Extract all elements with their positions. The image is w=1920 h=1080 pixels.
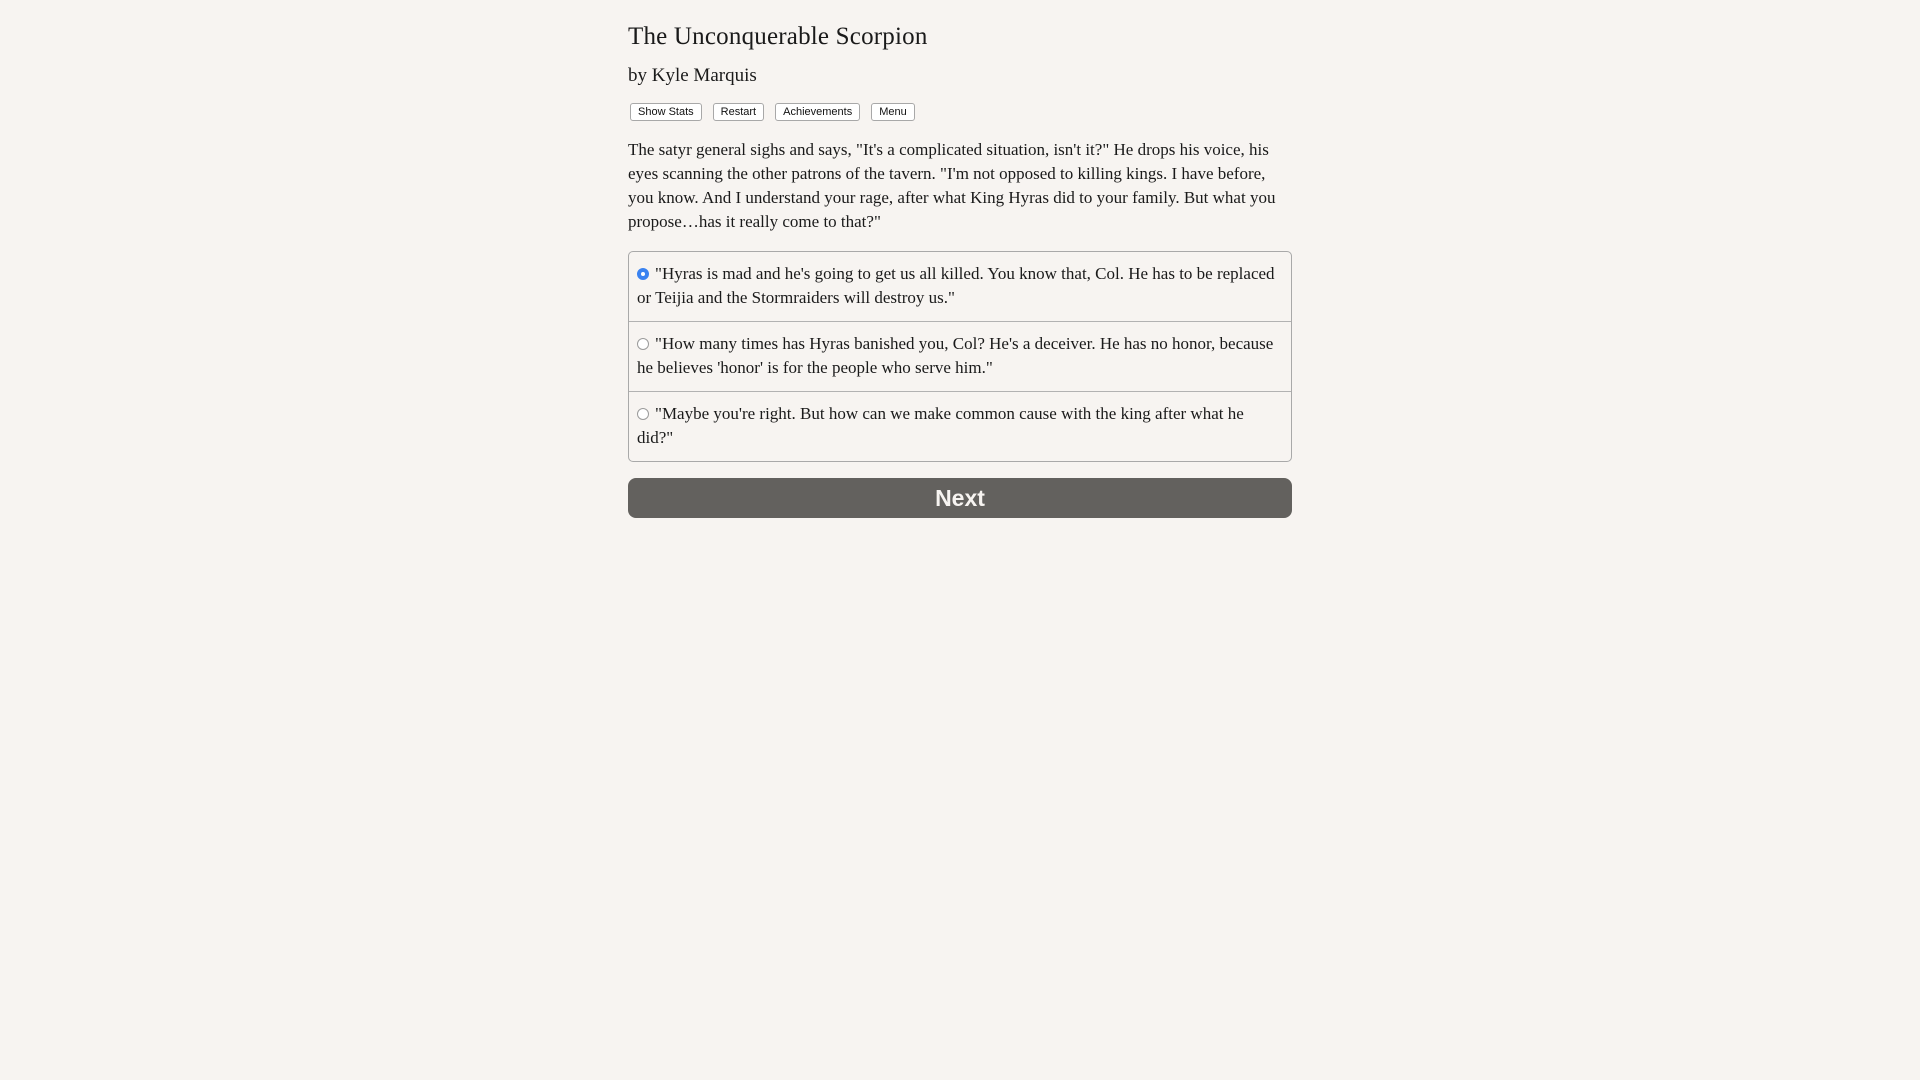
toolbar (630, 103, 1292, 121)
author-byline: by Kyle Marquis (628, 65, 757, 86)
choice-label: "Hyras is mad and he's going to get us all killed. You know that, Col. He has to be replaced or Teijia and the Stormraiders will destroy us." (637, 264, 1275, 307)
choice-option[interactable] (629, 321, 1291, 391)
show-stats-button[interactable]: Show Stats (630, 103, 702, 121)
game-container (628, 0, 1292, 518)
choice-label: "Maybe you're right. But how can we make common cause with the king after what he did?" (637, 404, 1244, 447)
restart-button[interactable]: Restart (713, 103, 764, 121)
menu-button[interactable]: Menu (871, 103, 915, 121)
choice-list (628, 251, 1292, 462)
game-title: The Unconquerable Scorpion (628, 23, 928, 50)
choice-option[interactable] (629, 252, 1291, 321)
next-button[interactable]: Next (628, 478, 1292, 518)
radio-selected-icon[interactable] (637, 268, 649, 280)
story-passage: The satyr general sighs and says, "It's a complicated situation, isn't it?" He drops his voice, his eyes scanning the other patrons of the tavern. "I'm not opposed to killing kings. I have before, you know. And I understand your rage, after what King Hyras did to your family. But what you propose…has it really come to that?" (628, 140, 1276, 231)
achievements-button[interactable]: Achievements (775, 103, 860, 121)
radio-unselected-icon[interactable] (637, 408, 649, 420)
choice-option[interactable] (629, 391, 1291, 461)
choice-label: "How many times has Hyras banished you, Col? He's a deceiver. He has no honor, because he believes 'honor' is for the people who serve him." (637, 334, 1274, 377)
radio-unselected-icon[interactable] (637, 338, 649, 350)
